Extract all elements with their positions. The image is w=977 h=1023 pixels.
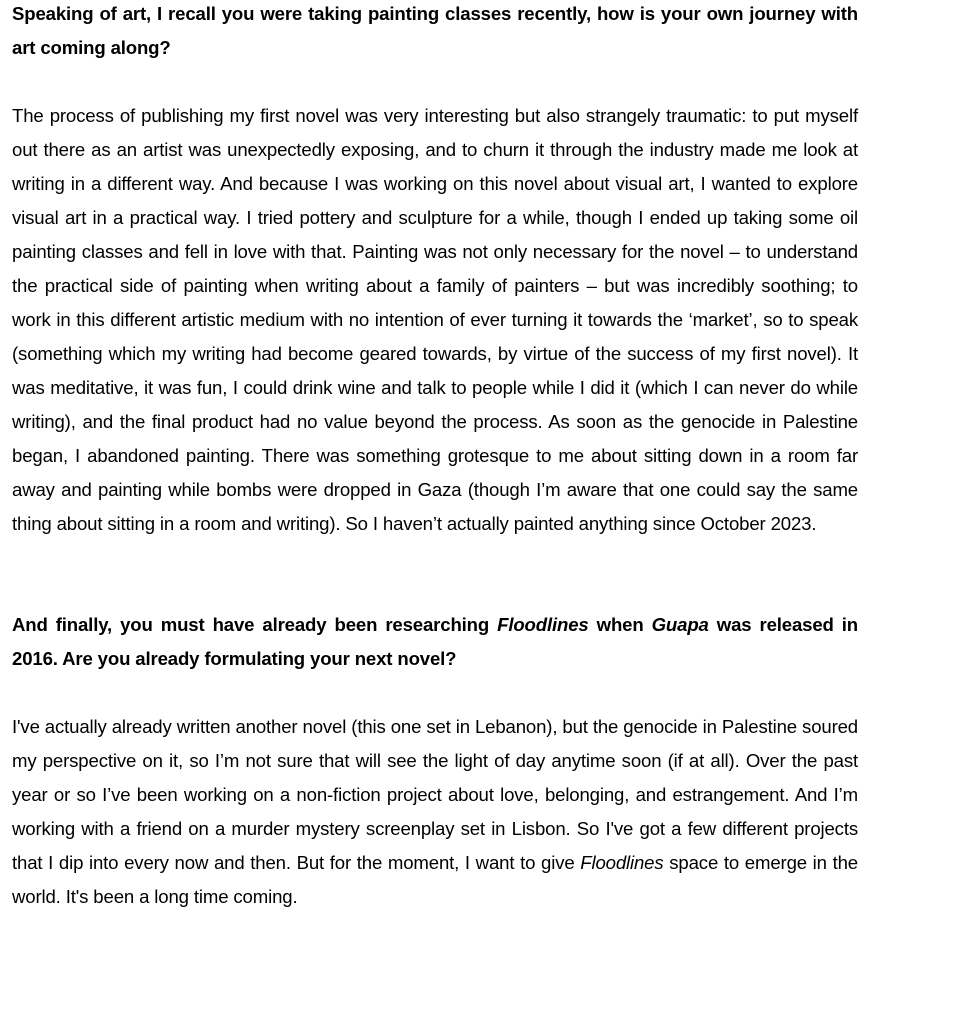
question-text-part: And finally, you must have already been researching [12, 614, 498, 635]
answer-text-part: space to emerge in the world. It's been a long time coming. [12, 852, 858, 907]
question-text-part: when [588, 614, 652, 635]
question-text-part: was released in 2016. Are you already formulating your next novel? [12, 614, 859, 669]
interview-answer-art [12, 99, 858, 541]
interview-answer-next-novel [12, 710, 858, 914]
interview-question-art [12, 0, 858, 65]
answer-text-part: I've actually already written another novel (this one set in Lebanon), but the genocide in Palestine soured my perspective on it, so I’m not sure that will see the light of day anytime soon (if at all). Over the past year or so I’ve been working on a non-fiction project about love, belonging, and estrangement. And I’m working with a friend on a murder mystery screenplay set in Lisbon. So I've got a few different projects that I dip into every now and then. But for the moment, I want to give [12, 716, 858, 873]
question-text: Speaking of art, I recall you were taking painting classes recently, how is your own journey with art coming along? [12, 3, 858, 58]
book-title-guapa: Guapa [651, 614, 709, 635]
book-title-floodlines: Floodlines [580, 852, 664, 873]
interview-question-next-novel [12, 608, 858, 676]
answer-text: The process of publishing my first novel was very interesting but also strangely traumatic: to put myself out there as an artist was unexpectedly exposing, and to churn it through the industry made me look at writing in a different way. And because I was working on this novel about visual art, I wanted to explore visual art in a practical way. I tried pottery and sculpture for a while, though I ended up taking some oil painting classes and fell in love with that. Painting was not only necessary for the novel – to understand the practical side of painting when writing about a family of painters – but was incredibly soothing; to work in this different artistic medium with no intention of ever turning it towards the ‘market’, so to speak (something which my writing had become geared towards, by virtue of the success of my first novel). It was meditative, it was fun, I could drink wine and talk to people while I did it (which I can never do while writing), and the final product had no value beyond the process. As soon as the genocide in Palestine began, I abandoned painting. There was something grotesque to me about sitting down in a room far away and painting while bombs were dropped in Gaza (though I’m aware that one could say the same thing about sitting in a room and writing). So I haven’t actually painted anything since October 2023. [12, 105, 858, 534]
book-title-floodlines: Floodlines [497, 614, 589, 635]
